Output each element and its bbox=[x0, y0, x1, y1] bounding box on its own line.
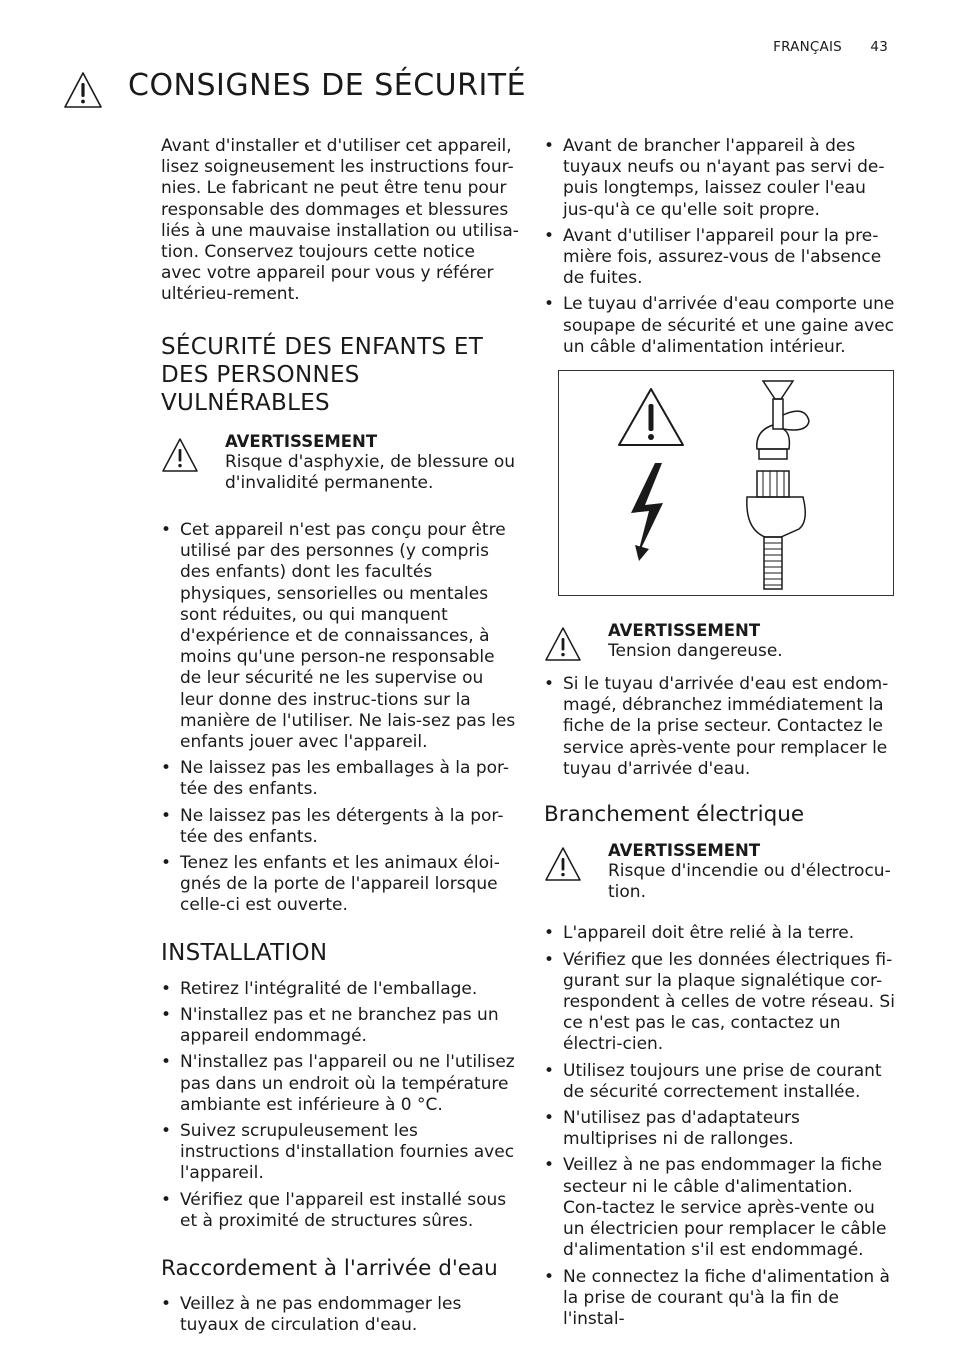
water-connection-list-continued bbox=[544, 136, 896, 358]
list-item: • Ne connectez la fiche d'alimentation à la prise de courant qu'à la fin de l'instal- bbox=[544, 1267, 896, 1331]
intro-paragraph: Avant d'installer et d'utiliser cet appareil, lisez soigneusement les instructions four-nies. Le fabricant ne peut être tenu pour responsable des dommages et blessures liés à une mauvaise installation ou utilisa-tion. Conservez toujours cette notice avec votre appareil pour vous y référer ultérieu-rement. bbox=[161, 136, 519, 305]
children-safety-list bbox=[161, 520, 519, 917]
warning-electrocution bbox=[544, 840, 896, 903]
list-item: • Si le tuyau d'arrivée d'eau est endom-magé, débranchez immédiatement la fiche de la prise secteur. Contactez le service après-vente pour remplacer le tuyau d'arrivée d'eau. bbox=[544, 674, 896, 780]
warning-icon bbox=[544, 846, 582, 882]
warning-title: AVERTISSEMENT bbox=[608, 841, 761, 861]
hose-illustration bbox=[558, 370, 894, 596]
page-header bbox=[773, 39, 888, 55]
warning-icon bbox=[62, 70, 104, 110]
list-item: • Avant de brancher l'appareil à des tuyaux neufs ou n'ayant pas servi de-puis longtemps, laissez couler l'eau jus-qu'à ce qu'elle soit propre. bbox=[544, 136, 896, 221]
electrical-connection-heading: Branchement électrique bbox=[544, 802, 805, 828]
lightning-icon bbox=[631, 463, 663, 557]
list-item: • Cet appareil n'est pas conçu pour être utilisé par des personnes (y compris des enfants) dont les facultés physiques, sensorielles ou mentales sont réduites, ou qui manquent d'expérience et de connaissances, à moins qu'une person-ne responsable de leur sécurité ne les supervise ou leur donne des instruc-tions sur la manière de l'utiliser. Ne lais-sez pas les enfants jouer avec l'appareil. bbox=[161, 520, 519, 753]
hose-damage-list bbox=[544, 674, 896, 780]
warning-text: Tension dangereuse. bbox=[608, 641, 783, 662]
warning-text: Risque d'asphyxie, de blessure ou d'invalidité permanente. bbox=[225, 451, 516, 493]
list-item: • Ne laissez pas les détergents à la por-tée des enfants. bbox=[161, 806, 519, 848]
installation-heading: INSTALLATION bbox=[161, 939, 328, 966]
list-item: • Veillez à ne pas endommager les tuyaux de circulation d'eau. bbox=[161, 1294, 519, 1336]
electrical-list bbox=[544, 923, 896, 1330]
tap-icon bbox=[763, 381, 793, 399]
warning-text: Risque d'incendie ou d'électrocu-tion. bbox=[608, 861, 891, 903]
list-item: • Veillez à ne pas endommager la fiche secteur ni le câble d'alimentation. Con-tactez le service après-vente ou un électricien pour remplacer le câble d'alimentation s'il est endommagé. bbox=[544, 1155, 896, 1261]
list-item: • N'installez pas l'appareil ou ne l'utilisez pas dans un endroit où la température ambiante est inférieure à 0 °C. bbox=[161, 1052, 519, 1116]
language-label: FRANÇAIS bbox=[773, 39, 842, 55]
list-item: • Vérifiez que l'appareil est installé sous et à proximité de structures sûres. bbox=[161, 1190, 519, 1232]
list-item: • L'appareil doit être relié à la terre. bbox=[544, 923, 896, 944]
warning-voltage bbox=[544, 620, 896, 668]
warning-asphyxia bbox=[161, 431, 519, 494]
installation-list bbox=[161, 979, 519, 1232]
right-column bbox=[544, 136, 896, 1335]
list-item: • Tenez les enfants et les animaux éloi-gnés de la porte de l'appareil lorsque celle-ci est ouverte. bbox=[161, 853, 519, 917]
children-safety-heading: SÉCURITÉ DES ENFANTS ET DES PERSONNES VULNÉRABLES bbox=[161, 333, 484, 416]
list-item: • N'utilisez pas d'adaptateurs multiprises ni de rallonges. bbox=[544, 1108, 896, 1150]
list-item: • Suivez scrupuleusement les instructions d'installation fournies avec l'appareil. bbox=[161, 1121, 519, 1185]
water-connection-heading: Raccordement à l'arrivée d'eau bbox=[161, 1255, 498, 1281]
list-item: • Avant d'utiliser l'appareil pour la pre-mière fois, assurez-vous de l'absence de fuites. bbox=[544, 226, 896, 290]
warning-title: AVERTISSEMENT bbox=[608, 621, 761, 641]
warning-icon bbox=[544, 626, 582, 662]
left-column bbox=[161, 136, 519, 1341]
water-connection-list bbox=[161, 1294, 519, 1336]
page-number: 43 bbox=[870, 39, 888, 55]
warning-title: AVERTISSEMENT bbox=[225, 431, 378, 451]
list-item: • Le tuyau d'arrivée d'eau comporte une soupape de sécurité et une gaine avec un câble d'alimentation intérieur. bbox=[544, 294, 896, 358]
hose-diagram bbox=[559, 371, 893, 595]
list-item: • Utilisez toujours une prise de courant de sécurité correctement installée. bbox=[544, 1061, 896, 1103]
list-item: • Vérifiez que les données électriques fi-gurant sur la plaque signalétique cor-respondent à celles de votre réseau. Si ce n'est pas le cas, contactez un électri-cien. bbox=[544, 950, 896, 1056]
warning-icon bbox=[161, 437, 199, 473]
list-item: • N'installez pas et ne branchez pas un appareil endommagé. bbox=[161, 1005, 519, 1047]
list-item: • Retirez l'intégralité de l'emballage. bbox=[161, 979, 519, 1000]
list-item: • Ne laissez pas les emballages à la por-tée des enfants. bbox=[161, 758, 519, 800]
page-title: CONSIGNES DE SÉCURITÉ bbox=[128, 68, 527, 103]
